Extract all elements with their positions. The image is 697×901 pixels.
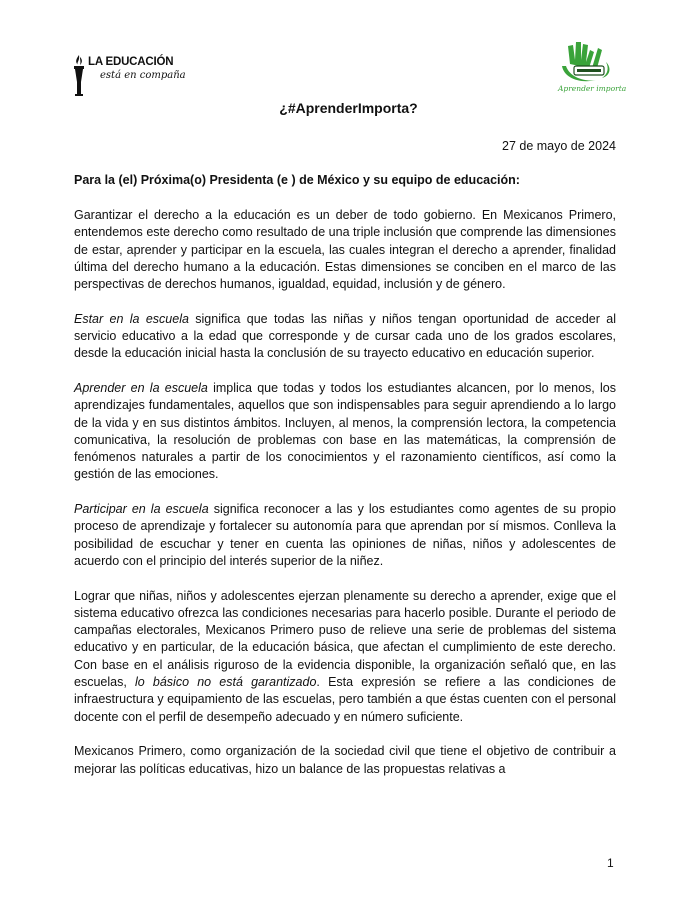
paragraph-2 — [74, 311, 616, 363]
hands-icon — [556, 38, 618, 84]
torch-icon — [72, 54, 86, 98]
paragraph-5-text-b: . Esta expresión se refiere a las condiciones de infraestructura y equipamiento de las escuelas, pero también a que éstas cuenten con el personal docente con el perfil de desempeño adecuado y en número suficiente. — [74, 675, 616, 724]
paragraph-2-text: significa que todas las niñas y niños tengan oportunidad de acceder al servicio educativo a la edad que corresponde y de cursar cada uno de los grados escolares, desde la educación inicial hasta la conclusión de su trayecto educativo en educación superior. — [74, 311, 616, 361]
la-educacion-logo — [72, 52, 186, 98]
paragraph-6: Mexicanos Primero, como organización de la sociedad civil que tiene el objetivo de contribuir a mejorar las políticas educativas, hizo un balance de las propuestas relativas a — [74, 744, 616, 776]
page-number: 1 — [607, 856, 614, 870]
paragraph-3-text: implica que todas y todos los estudiantes alcancen, por lo menos, los aprendizajes fundamentales, aquellos que son indispensables para seguir aprendiendo a lo largo de la vida y en sus distintos ámbitos. Incluyen, al menos, la comprensión lectora, la competencia comunicativa, la resolución de problemas con base en las matemáticas, la comprensión de fenómenos naturales a partir de los conocimientos y el razonamiento científicos, así como la gestión de las emociones. — [74, 380, 616, 482]
logo-left-line1: LA EDUCACIÓN — [88, 56, 174, 68]
paragraph-3-emphasis: Aprender en la escuela — [74, 380, 208, 395]
paragraph-4 — [74, 501, 616, 570]
document-title: ¿#AprenderImporta? — [279, 100, 418, 116]
greeting: Para la (el) Próxima(o) Presidenta (e ) de México y su equipo de educación: — [74, 173, 520, 187]
paragraph-2-emphasis: Estar en la escuela — [74, 311, 189, 326]
paragraph-4-emphasis: Participar en la escuela — [74, 502, 209, 517]
paragraph-4-text: significa reconocer a las y los estudiantes como agentes de su propio proceso de aprendizaje y fortalecer su autonomía para que aprendan por sí mismos. Conlleva la posibilidad de escuchar y tener en cuenta las opiniones de niñas, niños y adolescentes de acuerdo con el principio del interés superior de la niñez. — [74, 502, 616, 568]
document-body — [74, 207, 616, 795]
document-date: 27 de mayo de 2024 — [502, 139, 616, 153]
logo-right-tagline: Aprender importa — [558, 84, 627, 93]
paragraph-5-emphasis: lo básico no está garantizado — [134, 675, 317, 690]
paragraph-1: Garantizar el derecho a la educación es un deber de todo gobierno. En Mexicanos Primero, entendemos este derecho como resultado de una triple inclusión que comprende las dimensiones de estar, aprender y participar en la escuela, las cuales integran el derecho a aprender, finalidad última del derecho humano a la educación. Estas dimensiones se conciben en el marco de las perspectivas de derechos humanos, igualdad, equidad, inclusión y de género. — [74, 208, 616, 292]
paragraph-3 — [74, 380, 616, 484]
logo-left-line2: está en compaña — [100, 70, 186, 81]
paragraph-5 — [74, 588, 616, 726]
paragraph-5-text-a: Lograr que niñas, niños y adolescentes ejerzan plenamente su derecho a aprender, exige que el sistema educativo ofrezca las condiciones necesarias para hacerlo posible. Durante el periodo de campañas electorales, Mexicanos Primero puso de relieve una serie de problemas del sistema educativo y en particular, de la educación básica, que afectan el cumplimiento de este derecho. Con base en el análisis riguroso de la evidencia disponible, la organización señaló que, en las escuelas, — [74, 588, 616, 690]
mexicanos-primero-logo — [556, 38, 626, 100]
